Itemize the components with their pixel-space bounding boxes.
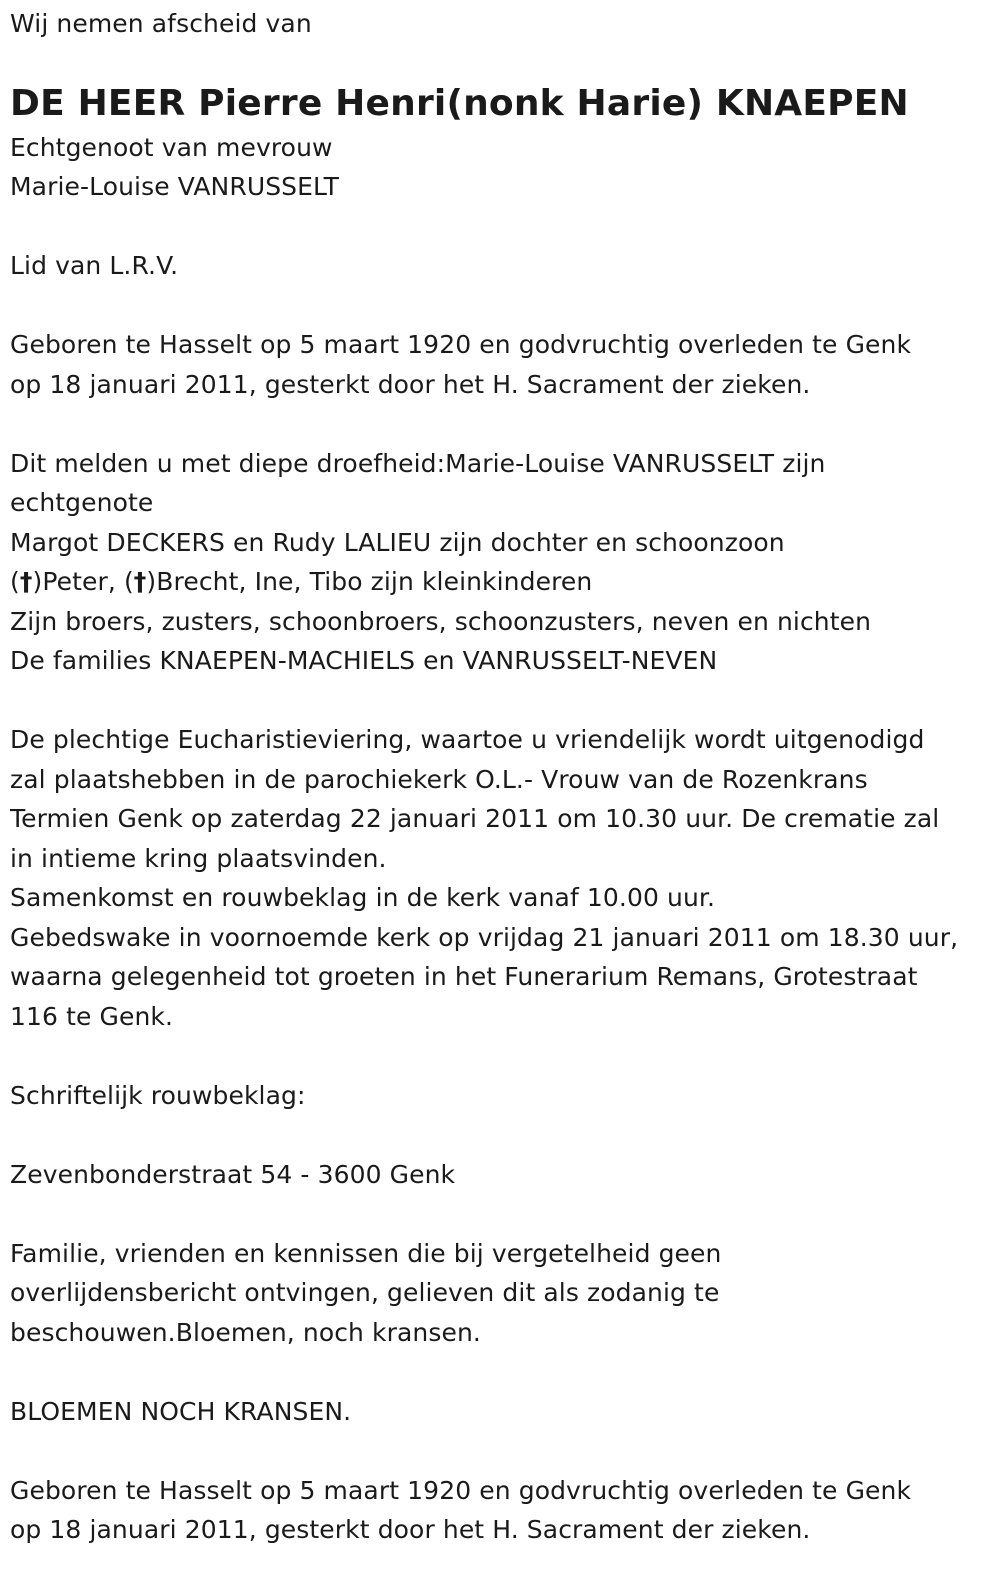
spouse-line-2: Marie-Louise VANRUSSELT: [10, 172, 340, 201]
paren-open: (: [10, 567, 20, 596]
spacer: [10, 681, 990, 721]
notice-line-2: overlijdensbericht ontvingen, gelieven dit als zodanig te: [10, 1278, 720, 1307]
ceremony-line-7: waarna gelegenheid tot groeten in het Funerarium Remans, Grotestraat: [10, 962, 918, 991]
ceremony-line-2: zal plaatshebben in de parochiekerk O.L.- Vrouw van de Rozenkrans: [10, 764, 868, 794]
cross-icon: †: [133, 567, 147, 596]
ceremony-line-3: Termien Genk op zaterdag 22 januari 2011 om 10.30 uur. De crematie zal: [10, 804, 940, 833]
cross-icon: †: [19, 567, 33, 596]
family-line-4: [10, 562, 990, 602]
birth-death-repeat-line-2: op 18 januari 2011, gesterkt door het H. Sacrament der zieken.: [10, 1515, 811, 1544]
membership-text: Lid van L.R.V.: [10, 251, 179, 280]
spacer: [10, 1194, 990, 1234]
spacer: [10, 404, 990, 444]
spacer: [10, 1431, 990, 1471]
intro-text: Wij nemen afscheid van: [10, 9, 312, 38]
spacer: [10, 207, 990, 247]
grandchildren-part-2: )Brecht, Ine, Tibo zijn kleinkinderen: [146, 567, 593, 596]
condolence-address: Zevenbonderstraat 54 - 3600 Genk: [10, 1159, 456, 1189]
spouse-line-1: Echtgenoot van mevrouw: [10, 132, 333, 162]
condolence-label: Schriftelijk rouwbeklag:: [10, 1080, 306, 1110]
spacer: [10, 1036, 990, 1076]
birth-death-line-1: Geboren te Hasselt op 5 maart 1920 en godvruchtig overleden te Genk: [10, 330, 912, 359]
notice-line-3: beschouwen.Bloemen, noch kransen.: [10, 1317, 481, 1347]
ceremony-line-4: in intieme kring plaatsvinden.: [10, 843, 387, 873]
family-line-5: Zijn broers, zusters, schoonbroers, schoonzusters, neven en nichten: [10, 606, 872, 636]
spacer: [10, 1352, 990, 1392]
deceased-name: DE HEER Pierre Henri(nonk Harie) KNAEPEN: [10, 82, 909, 124]
family-line-2: echtgenote: [10, 488, 154, 517]
family-line-3: Margot DECKERS en Rudy LALIEU zijn dochter en schoonzoon: [10, 527, 785, 557]
grandchildren-part-1: )Peter, (: [32, 567, 134, 596]
birth-death-repeat-line-1: Geboren te Hasselt op 5 maart 1920 en godvruchtig overleden te Genk: [10, 1475, 912, 1505]
flowers-notice: BLOEMEN NOCH KRANSEN.: [10, 1396, 352, 1426]
ceremony-line-1: De plechtige Eucharistieviering, waartoe u vriendelijk wordt uitgenodigd: [10, 725, 925, 754]
notice-line-1: Familie, vrienden en kennissen die bij vergetelheid geen: [10, 1238, 722, 1268]
ceremony-line-5: Samenkomst en rouwbeklag in de kerk vanaf 10.00 uur.: [10, 883, 716, 912]
family-line-6: De families KNAEPEN-MACHIELS en VANRUSSELT-NEVEN: [10, 646, 718, 675]
ceremony-line-6: Gebedswake in voornoemde kerk op vrijdag 21 januari 2011 om 18.30 uur,: [10, 922, 959, 952]
ceremony-line-8: 116 te Genk.: [10, 1001, 174, 1031]
spacer: [10, 286, 990, 326]
birth-death-line-2: op 18 januari 2011, gesterkt door het H. Sacrament der zieken.: [10, 369, 811, 399]
family-line-1: Dit melden u met diepe droefheid:Marie-Louise VANRUSSELT zijn: [10, 448, 826, 478]
spacer: [10, 1115, 990, 1155]
